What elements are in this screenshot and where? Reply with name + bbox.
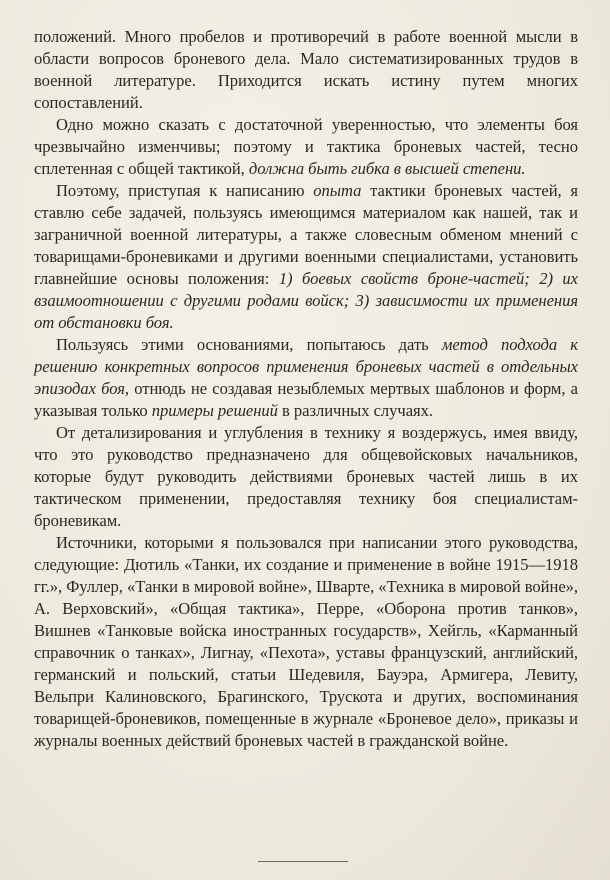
italic-text: 1) боевых свойств броне-частей; 2) их взаимоотношении с другими родами войск; 3) зависимости их применения от обстановки боя.: [34, 269, 578, 332]
text-segment: в различных случаях.: [277, 401, 433, 420]
bottom-rule: [258, 861, 348, 862]
text-segment: Одно можно сказать с достаточной уверенностью, что элементы боя чрезвычайно изменчивы; поэтому и тактика броневых частей, тесно сплетенная с общей тактикой,: [34, 115, 578, 178]
paragraph-0: [34, 26, 578, 114]
italic-text: примеры решений: [151, 401, 278, 420]
paragraph-5: [34, 532, 578, 752]
body-text: [34, 26, 578, 752]
paragraph-2: [34, 180, 578, 334]
text-segment: , отнюдь не создавая незыблемых мертвых шаблонов и форм, а указывая только: [34, 379, 578, 420]
italic-text: должна быть гибка в высшей степени.: [248, 159, 526, 178]
text-segment: тактики броневых частей, я ставлю себе задачей, пользуясь имеющимся материалом как нашей, так и заграничной военной литературы, а также словесным обменом мнений с товарищами-броневиками и другими военными специалистами, установить главнейшие основы положения:: [34, 181, 578, 288]
paragraph-4: [34, 422, 578, 532]
text-segment: Источники, которыми я пользовался при написании этого руководства, следующие: Дютиль «Танки, их создание и применение в войне 1915—1918 гг.», Фуллер, «Танки в мировой войне», Шварте, «Техника в мировой войне», А. Верховский», «Общая тактика», Перре, «Оборона против танков», Вишнев «Танковые войска иностранных государств», Хейгль, «Карманный справочник о танках», Лигнау, «Пехота», уставы французский, английский, германский и польский, статьи Шедевиля, Бауэра, Армигера, Левиту, Вельпри Калиновского, Брагинского, Трускота и других, воспоминания товарищей-броневиков, помещенные в журнале «Броневое дело», приказы и журналы военных действий броневых частей в гражданской войне.: [34, 533, 578, 750]
italic-text: опыта: [313, 181, 362, 200]
italic-text: метод подхода к решению конкретных вопросов применения броневых частей в отдельных эпизодах боя: [34, 335, 578, 398]
paragraph-1: [34, 114, 578, 180]
paragraph-3: [34, 334, 578, 422]
text-segment: положений. Много пробелов и противоречий в работе военной мысли в области вопросов броневого дела. Мало систематизированных трудов в военной литературе. Приходится искать истину путем многих сопоставлений.: [34, 27, 578, 112]
text-segment: Поэтому, приступая к написанию: [56, 181, 314, 200]
text-segment: От детализирования и углубления в технику я воздержусь, имея ввиду, что это руководство предназначено для общевойсковых начальников, которые будут руководить действиями броневых частей лишь в их тактическом применении, предоставляя технику боя специалистам-броневикам.: [34, 423, 578, 530]
text-segment: Пользуясь этими основаниями, попытаюсь дать: [56, 335, 442, 354]
